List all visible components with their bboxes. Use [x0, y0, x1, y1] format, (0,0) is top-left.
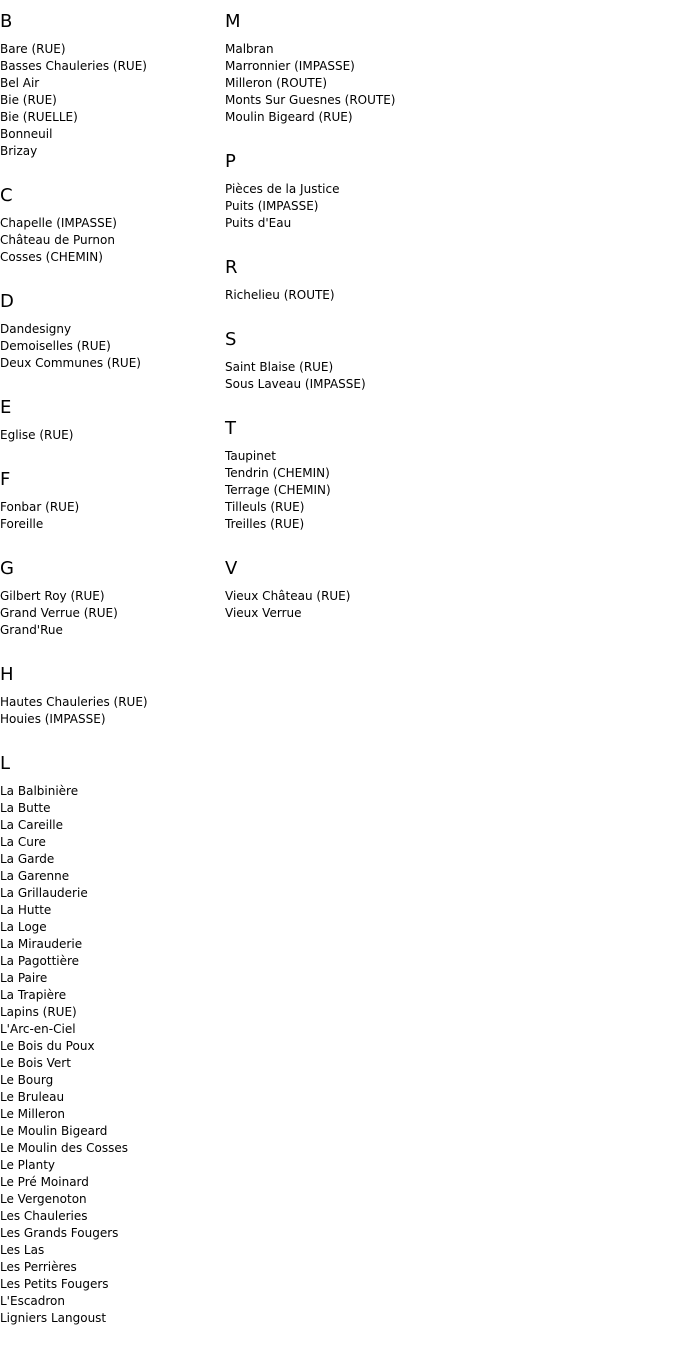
letter-section-l: [0, 742, 225, 1341]
street-item-houies-impasse: Houies (IMPASSE): [0, 712, 106, 726]
letter-heading: S: [225, 329, 237, 350]
left-column: [0, 0, 225, 1341]
street-item-bie-rue: Bie (RUE): [0, 93, 57, 107]
street-item-vieux-verrue: Vieux Verrue: [225, 606, 302, 620]
letter-heading: T: [225, 418, 236, 439]
street-item-terrage-chemin: Terrage (CHEMIN): [225, 483, 331, 497]
letter-heading: P: [225, 151, 236, 172]
letter-heading: R: [225, 257, 238, 278]
street-item-grand-verrue-rue: Grand Verrue (RUE): [0, 606, 118, 620]
street-item-la-garde: La Garde: [0, 852, 55, 866]
street-item-le-milleron: Le Milleron: [0, 1107, 66, 1121]
street-item-vieux-chateau-rue: Vieux Château (RUE): [225, 589, 351, 603]
street-item-demoiselles-rue: Demoiselles (RUE): [0, 339, 111, 353]
letter-section-t: [225, 407, 665, 547]
street-item-puits-impasse: Puits (IMPASSE): [225, 199, 319, 213]
letter-heading: F: [0, 469, 11, 490]
street-item-le-moulin-des-cosses: Le Moulin des Cosses: [0, 1141, 128, 1155]
street-list: [225, 351, 665, 407]
street-list: [225, 33, 665, 140]
street-item-foreille: Foreille: [0, 517, 44, 531]
street-list: [0, 313, 225, 386]
street-item-malbran: Malbran: [225, 42, 274, 56]
letter-heading: L: [0, 753, 11, 774]
street-item-la-paire: La Paire: [0, 971, 48, 985]
street-item-les-perrieres: Les Perrières: [0, 1260, 77, 1274]
street-list: [0, 33, 225, 174]
street-item-lapins-rue: Lapins (RUE): [0, 1005, 77, 1019]
street-item-la-butte: La Butte: [0, 801, 51, 815]
letter-section-g: [0, 547, 225, 653]
letter-heading: B: [0, 11, 13, 32]
street-item-bare-rue: Bare (RUE): [0, 42, 66, 56]
street-item-deux-communes-rue: Deux Communes (RUE): [0, 356, 141, 370]
street-item-saint-blaise-rue: Saint Blaise (RUE): [225, 360, 334, 374]
street-item-basses-chauleries-rue: Basses Chauleries (RUE): [0, 59, 147, 73]
street-item-la-loge: La Loge: [0, 920, 47, 934]
street-item-fonbar-rue: Fonbar (RUE): [0, 500, 80, 514]
street-item-la-hutte: La Hutte: [0, 903, 52, 917]
street-item-milleron-route: Milleron (ROUTE): [225, 76, 328, 90]
letter-section-f: [0, 458, 225, 547]
street-item-puits-d-eau: Puits d'Eau: [225, 216, 292, 230]
letter-heading: C: [0, 185, 13, 206]
street-item-tilleuls-rue: Tilleuls (RUE): [225, 500, 305, 514]
street-item-bonneuil: Bonneuil: [0, 127, 53, 141]
street-item-gilbert-roy-rue: Gilbert Roy (RUE): [0, 589, 105, 603]
letter-section-s: [225, 318, 665, 407]
letter-heading: H: [0, 664, 14, 685]
letter-section-v: [225, 547, 665, 636]
letter-heading: D: [0, 291, 14, 312]
street-item-la-grillauderie: La Grillauderie: [0, 886, 88, 900]
street-item-chateau-de-purnon: Château de Purnon: [0, 233, 115, 247]
street-item-le-bois-vert: Le Bois Vert: [0, 1056, 71, 1070]
letter-section-p: [225, 140, 665, 246]
street-item-la-cure: La Cure: [0, 835, 46, 849]
street-list: [0, 419, 225, 458]
street-item-le-bois-du-poux: Le Bois du Poux: [0, 1039, 95, 1053]
street-item-les-chauleries: Les Chauleries: [0, 1209, 88, 1223]
street-item-pieces-de-la-justice: Pièces de la Justice: [225, 182, 340, 196]
street-list: [0, 775, 225, 1341]
street-item-le-planty: Le Planty: [0, 1158, 56, 1172]
street-item-la-trapiere: La Trapière: [0, 988, 67, 1002]
street-item-dandesigny: Dandesigny: [0, 322, 72, 336]
street-item-grand-rue: Grand'Rue: [0, 623, 63, 637]
street-item-les-petits-fougers: Les Petits Fougers: [0, 1277, 109, 1291]
street-item-le-bourg: Le Bourg: [0, 1073, 54, 1087]
right-column: [225, 0, 665, 636]
street-list: [0, 207, 225, 280]
letter-section-c: [0, 174, 225, 280]
street-item-bie-ruelle: Bie (RUELLE): [0, 110, 78, 124]
street-item-treilles-rue: Treilles (RUE): [225, 517, 305, 531]
street-item-le-vergenoton: Le Vergenoton: [0, 1192, 87, 1206]
street-list: [225, 173, 665, 246]
street-item-le-moulin-bigeard: Le Moulin Bigeard: [0, 1124, 108, 1138]
street-list: [0, 580, 225, 653]
street-item-les-grands-fougers: Les Grands Fougers: [0, 1226, 119, 1240]
street-item-la-balbiniere: La Balbinière: [0, 784, 79, 798]
letter-heading: G: [0, 558, 14, 579]
street-item-marronnier-impasse: Marronnier (IMPASSE): [225, 59, 355, 73]
street-item-la-careille: La Careille: [0, 818, 64, 832]
street-list: [0, 491, 225, 547]
street-item-moulin-bigeard-rue: Moulin Bigeard (RUE): [225, 110, 353, 124]
street-item-brizay: Brizay: [0, 144, 38, 158]
street-item-cosses-chemin: Cosses (CHEMIN): [0, 250, 103, 264]
letter-section-h: [0, 653, 225, 742]
letter-section-r: [225, 246, 665, 318]
street-list: [225, 279, 665, 318]
street-item-l-escadron: L'Escadron: [0, 1294, 66, 1308]
street-list: [0, 686, 225, 742]
street-item-chapelle-impasse: Chapelle (IMPASSE): [0, 216, 117, 230]
street-item-la-pagottiere: La Pagottière: [0, 954, 80, 968]
street-item-le-bruleau: Le Bruleau: [0, 1090, 65, 1104]
letter-section-e: [0, 386, 225, 458]
letter-section-d: [0, 280, 225, 386]
letter-heading: V: [225, 558, 238, 579]
street-item-la-garenne: La Garenne: [0, 869, 70, 883]
street-item-tendrin-chemin: Tendrin (CHEMIN): [225, 466, 330, 480]
street-item-monts-sur-guesnes-route: Monts Sur Guesnes (ROUTE): [225, 93, 396, 107]
street-item-ligniers-langoust: Ligniers Langoust: [0, 1311, 107, 1325]
letter-section-m: [225, 0, 665, 140]
letter-section-b: [0, 0, 225, 174]
street-item-richelieu-route: Richelieu (ROUTE): [225, 288, 335, 302]
street-list: [225, 440, 665, 547]
street-list: [225, 580, 665, 636]
letter-heading: E: [0, 397, 12, 418]
street-item-la-mirauderie: La Mirauderie: [0, 937, 83, 951]
street-item-l-arc-en-ciel: L'Arc-en-Ciel: [0, 1022, 76, 1036]
street-item-le-pre-moinard: Le Pré Moinard: [0, 1175, 89, 1189]
street-item-hautes-chauleries-rue: Hautes Chauleries (RUE): [0, 695, 148, 709]
street-item-taupinet: Taupinet: [225, 449, 276, 463]
street-item-les-las: Les Las: [0, 1243, 45, 1257]
street-item-bel-air: Bel Air: [0, 76, 40, 90]
letter-heading: M: [225, 11, 241, 32]
street-item-sous-laveau-impasse: Sous Laveau (IMPASSE): [225, 377, 366, 391]
street-item-eglise-rue: Eglise (RUE): [0, 428, 74, 442]
